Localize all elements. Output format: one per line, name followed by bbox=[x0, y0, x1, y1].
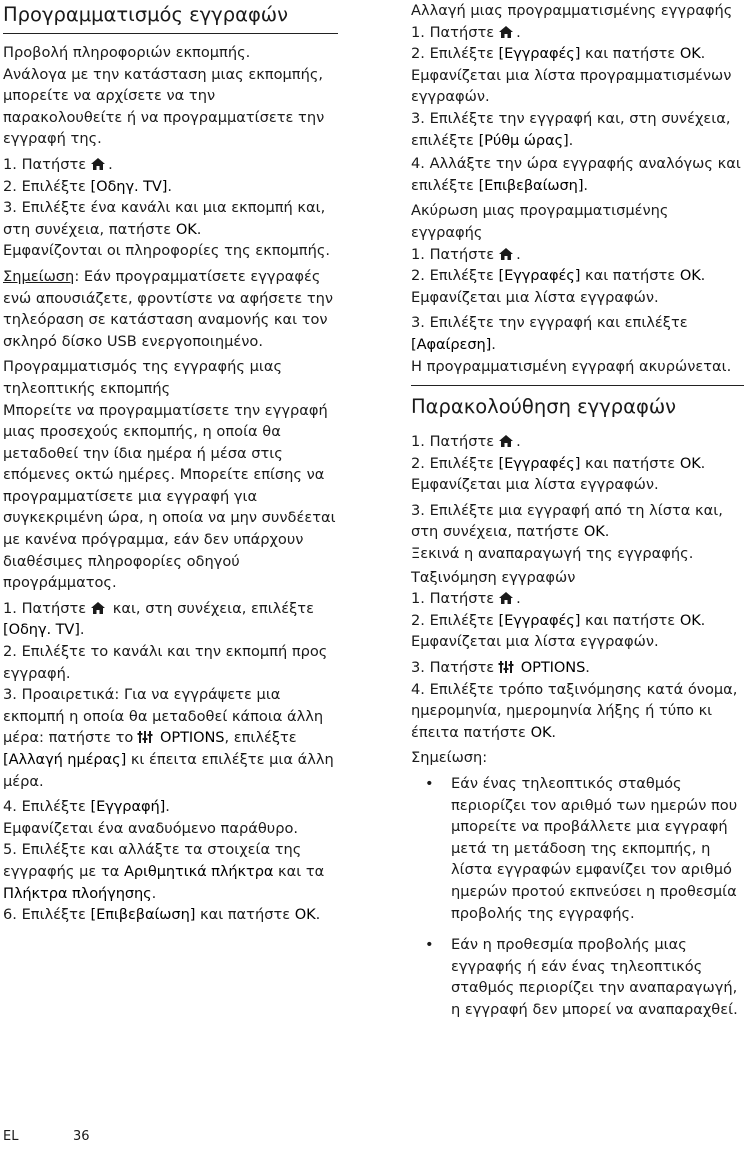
list-item: • Εάν η προθεσμία προβολής μιας εγγραφής ή εάν ένας τηλεοπτικός σταθμός περιορίζει την αναπαραγωγή, η εγγραφή δεν μπορεί να αναπαραχθεί. bbox=[411, 934, 744, 1020]
step: 3. Επιλέξτε ένα κανάλι και μια εκπομπή και, στη συνέχεια, πατήστε OK. bbox=[3, 199, 326, 238]
home-icon bbox=[90, 601, 106, 615]
step: 1. Πατήστε . bbox=[411, 590, 521, 608]
language-code: EL bbox=[3, 1129, 19, 1144]
list-item: • Εάν ένας τηλεοπτικός σταθμός περιορίζει τον αριθμό των ημερών που μπορείτε να προβάλλετε μια εγγραφή μετά τη μετάδοση της εκπομπής, η λίστα εγγραφών εμφανίζει τον αριθμό ημερών προτού εκπνεύσει η προθεσμία προβολής της εγγραφής. bbox=[411, 773, 744, 924]
section-title-watch: Παρακολούθηση εγγραφών bbox=[411, 385, 744, 425]
step: 2. Επιλέξτε [Οδηγ. TV]. bbox=[3, 177, 173, 195]
step: 2. Επιλέξτε [Εγγραφές] και πατήστε OK. bbox=[411, 454, 706, 472]
note-list bbox=[411, 773, 744, 1021]
step: 3. Επιλέξτε την εγγραφή και επιλέξτε [Αφαίρεση]. bbox=[411, 314, 688, 353]
step: 5. Επιλέξτε και αλλάξτε τα στοιχεία της εγγραφής με τα Αριθμητικά πλήκτρα και τα Πλήκτρα πλοήγησης. bbox=[3, 841, 325, 902]
heading-change-recording: Αλλαγή μιας προγραμματισμένης εγγραφής bbox=[411, 2, 733, 19]
step: 3. Προαιρετικά: Για να εγγράψετε μια εκπομπή η οποία θα μεταδοθεί κάποια άλλη μέρα: πατήστε το OPTIONS, επιλέξτε [Αλλαγή ημέρας] κι έπειτα επιλέξτε μια άλλη μέρα. bbox=[3, 686, 334, 790]
result-text: Η προγραμματισμένη εγγραφή ακυρώνεται. bbox=[411, 357, 732, 375]
step: 1. Πατήστε . bbox=[411, 245, 521, 263]
step: 3. Επιλέξτε την εγγραφή και, στη συνέχεια, επιλέξτε [Ρύθμ ώρας]. bbox=[411, 109, 731, 149]
step: 1. Πατήστε . bbox=[411, 433, 521, 451]
home-icon bbox=[498, 25, 514, 39]
paragraph: Μπορείτε να προγραμματίσετε την εγγραφή μιας προσεχούς εκπομπής, η οποία θα μεταδοθεί την ίδια ημέρα ή μέσα στις επόμενες οκτώ ημέρες. Μπορείτε επίσης να προγραμματίσετε μια εγγραφή για συγκεκριμένη ώρα, η οποία να μην συνδέεται με κανένα πρόγραμμα, εάν δεν υπάρχουν διαθέσιμες πληροφορίες οδηγού προγράμματος. bbox=[3, 401, 336, 592]
right-column bbox=[411, 0, 744, 1031]
step: 1. Πατήστε και, στη συνέχεια, επιλέξτε [Οδηγ. TV]. bbox=[3, 599, 314, 639]
options-icon bbox=[137, 730, 153, 744]
result-text: Εμφανίζεται ένα αναδυόμενο παράθυρο. bbox=[3, 819, 299, 837]
result-text: Εμφανίζεται μια λίστα εγγραφών. bbox=[411, 476, 659, 494]
heading-sort-recordings: Ταξινόμηση εγγραφών bbox=[411, 568, 576, 586]
step: 3. Πατήστε OPTIONS. bbox=[411, 659, 590, 677]
left-column bbox=[3, 0, 338, 926]
section-title-scheduling: Προγραμματισμός εγγραφών bbox=[3, 2, 338, 34]
heading-schedule-recording: Προγραμματισμός της εγγραφής μιας τηλεοπτικής εκπομπής bbox=[3, 358, 283, 397]
result-text: Ξεκινά η αναπαραγωγή της εγγραφής. bbox=[411, 545, 694, 563]
step: 4. Επιλέξτε [Εγγραφή]. bbox=[3, 798, 170, 816]
result-text: Εμφανίζεται μια λίστα προγραμματισμένων εγγραφών. bbox=[411, 66, 732, 106]
note: Σημείωση: Εάν προγραμματίσετε εγγραφές ενώ απουσιάζετε, φροντίστε να αφήσετε την τηλεόραση σε κατάσταση αναμονής και τον σκληρό δίσκο USB ενεργοποιημένο. bbox=[3, 267, 334, 350]
home-icon bbox=[498, 591, 514, 605]
step: 2. Επιλέξτε [Εγγραφές] και πατήστε OK. bbox=[411, 267, 706, 285]
step: 2. Επιλέξτε το κανάλι και την εκπομπή προς εγγραφή. bbox=[3, 643, 328, 682]
step: 4. Αλλάξτε την ώρα εγγραφής αναλόγως και επιλέξτε [Επιβεβαίωση]. bbox=[411, 155, 741, 194]
result-text: Εμφανίζεται μια λίστα εγγραφών. bbox=[411, 288, 659, 306]
page-number: 36 bbox=[73, 1129, 90, 1144]
result-text: Εμφανίζεται μια λίστα εγγραφών. bbox=[411, 633, 659, 651]
home-icon bbox=[498, 247, 514, 261]
step: 1. Πατήστε . bbox=[411, 23, 521, 41]
options-icon bbox=[498, 660, 514, 674]
step: 4. Επιλέξτε τρόπο ταξινόμησης κατά όνομα, ημερομηνία, ημερομηνία λήξης ή τύπο κι έπειτα πατήστε OK. bbox=[411, 680, 738, 741]
home-icon bbox=[498, 434, 514, 448]
home-icon bbox=[90, 157, 106, 171]
step: 3. Επιλέξτε μια εγγραφή από τη λίστα και, στη συνέχεια, πατήστε OK. bbox=[411, 501, 723, 541]
step: 2. Επιλέξτε [Εγγραφές] και πατήστε OK. bbox=[411, 611, 706, 629]
step: 2. Επιλέξτε [Εγγραφές] και πατήστε OK. bbox=[411, 45, 706, 63]
note-label: Σημείωση: bbox=[411, 749, 488, 767]
heading-cancel-recording: Ακύρωση μιας προγραμματισμένης εγγραφής bbox=[411, 202, 669, 241]
page-footer bbox=[3, 1126, 90, 1148]
step: 1. Πατήστε . bbox=[3, 155, 113, 173]
paragraph: Ανάλογα με την κατάσταση μιας εκπομπής, μπορείτε να αρχίσετε να την παρακολουθείτε ή να προγραμματίσετε την εγγραφή της. bbox=[3, 65, 325, 148]
heading-view-info: Προβολή πληροφοριών εκπομπής. bbox=[3, 44, 251, 61]
step: 6. Επιλέξτε [Επιβεβαίωση] και πατήστε OK. bbox=[3, 906, 321, 924]
result-text: Εμφανίζονται οι πληροφορίες της εκπομπής. bbox=[3, 242, 331, 260]
